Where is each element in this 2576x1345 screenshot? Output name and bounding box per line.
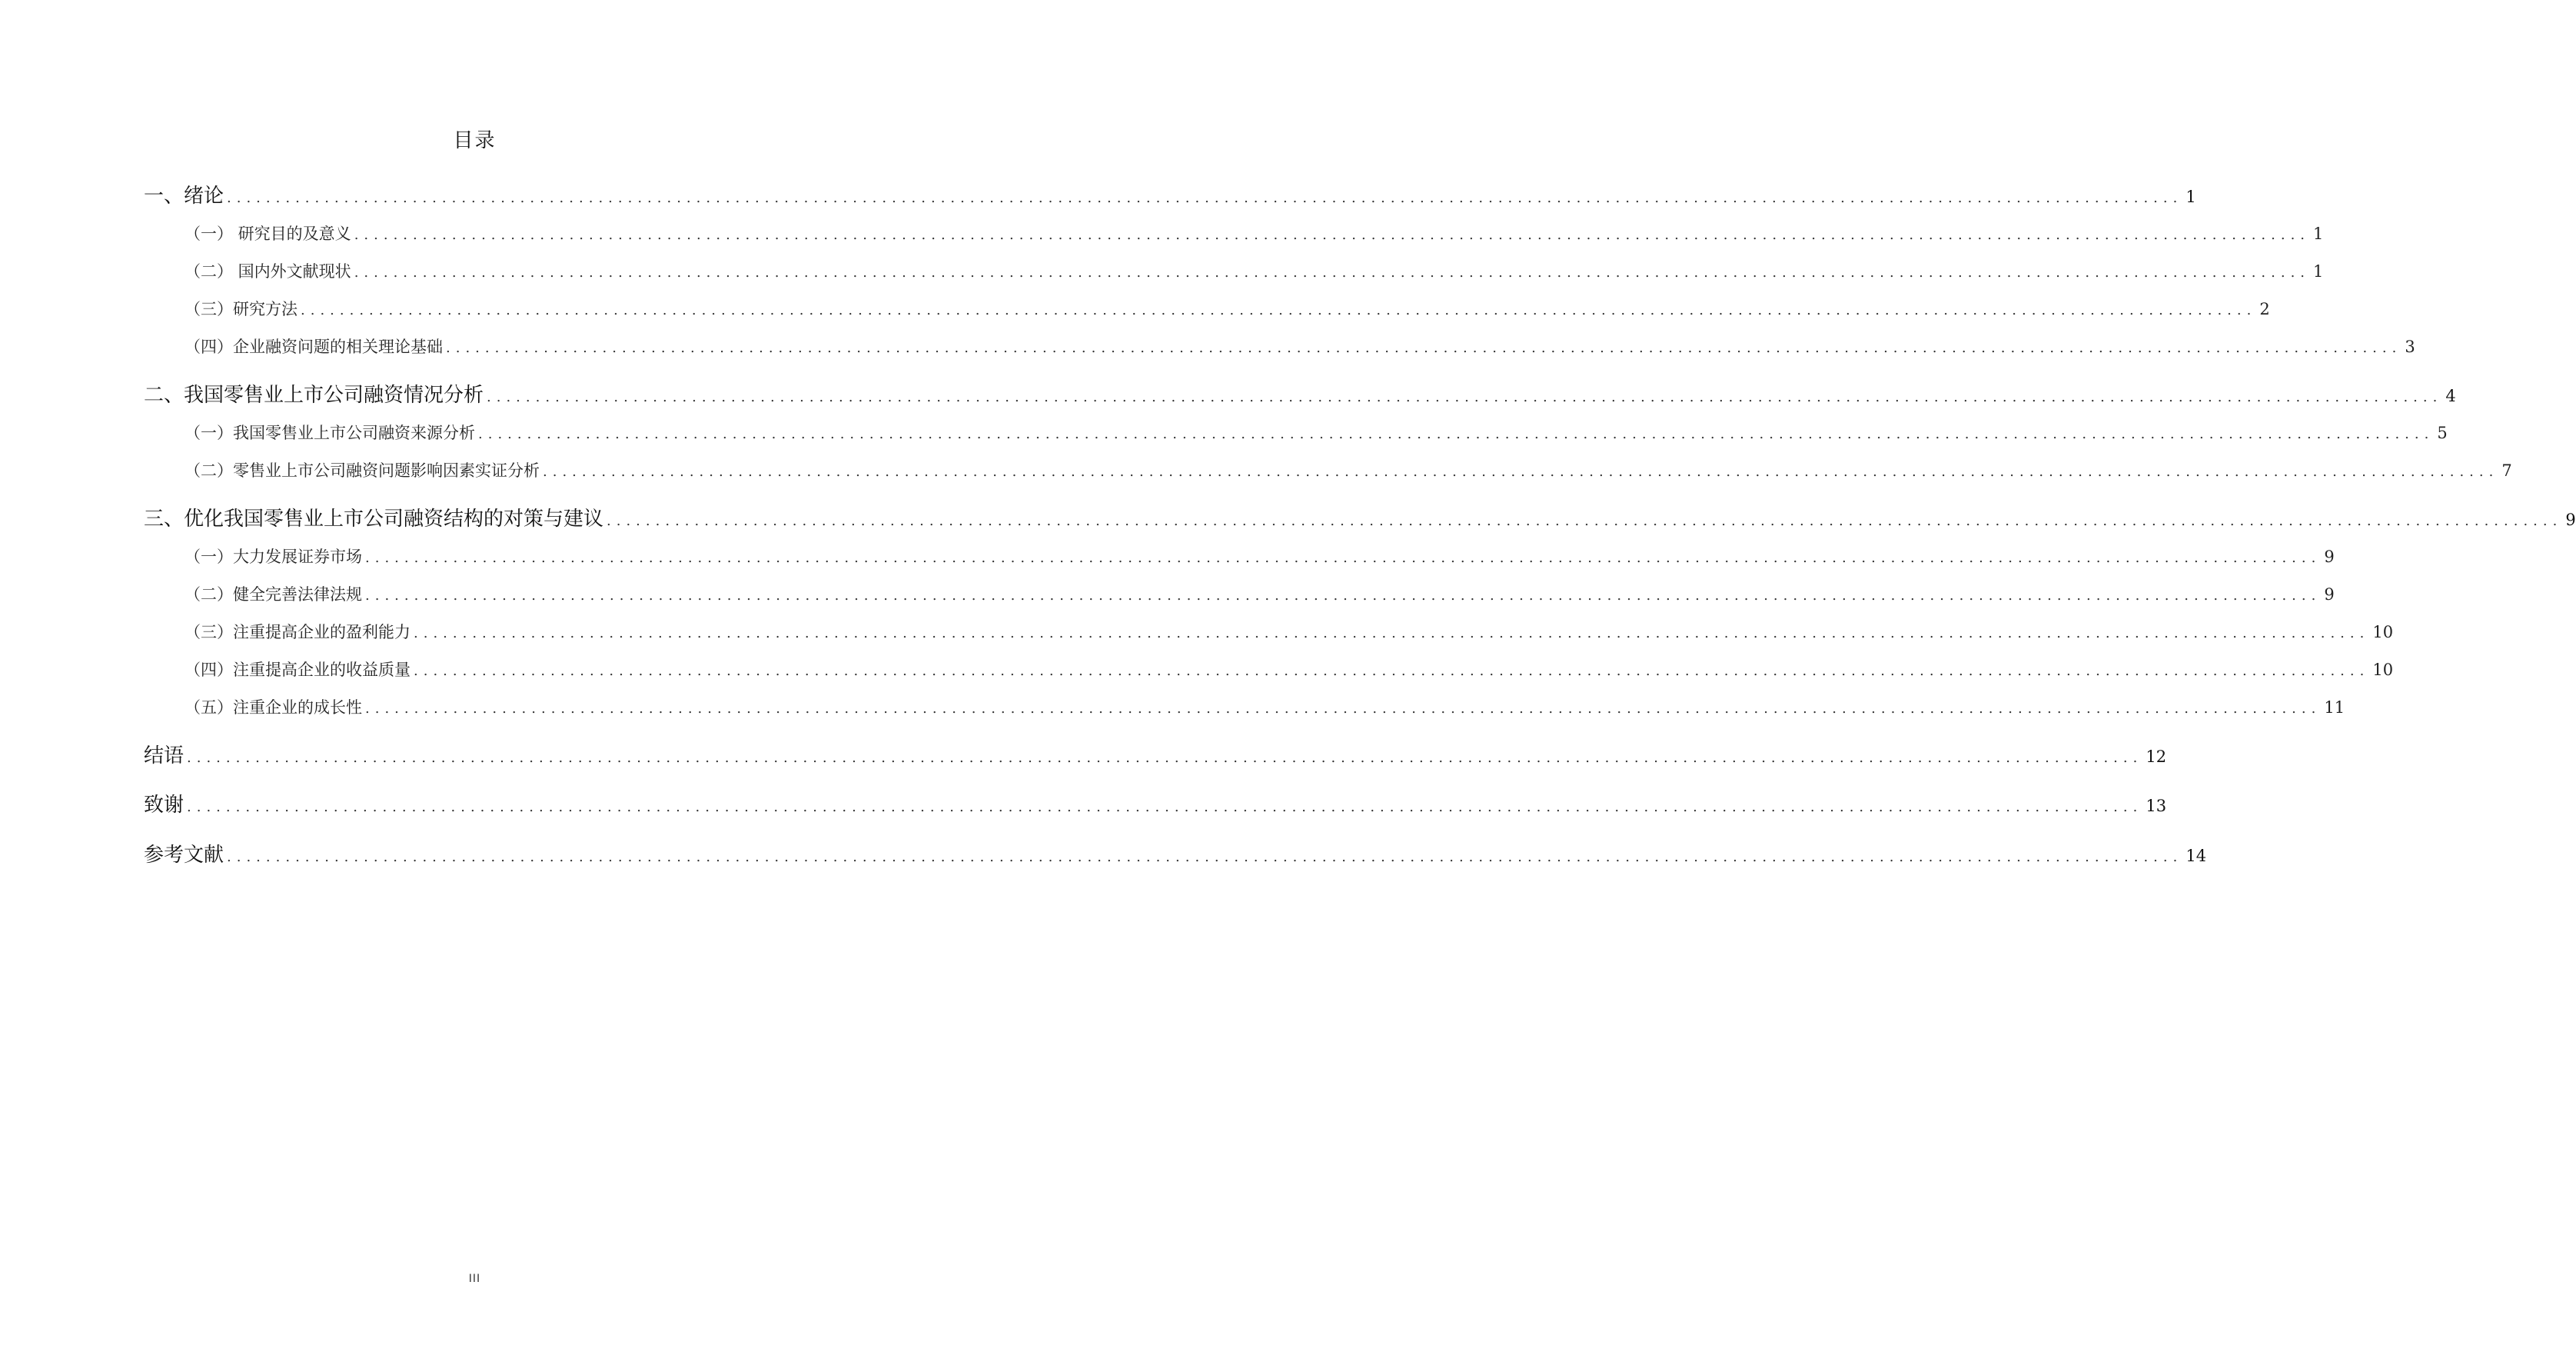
toc-entry[interactable] xyxy=(144,379,2456,408)
toc-entry[interactable] xyxy=(144,789,2167,817)
toc-entry-page-number: 3 xyxy=(2405,338,2415,356)
toc-entry-label: （三）注重提高企业的盈利能力 xyxy=(184,623,410,641)
toc-entry-label: 致谢 xyxy=(144,794,184,817)
page-title: 目录 xyxy=(453,129,497,152)
toc-entry-page-number: 1 xyxy=(2313,262,2324,281)
toc-entry[interactable] xyxy=(144,503,2576,531)
dot-leader: ........................................................................................................................................................................................................ xyxy=(227,190,2183,206)
dot-leader: ........................................................................................................................................................................................................ xyxy=(365,701,2322,717)
toc-entry-page-number: 1 xyxy=(2185,188,2196,206)
toc-entry[interactable] xyxy=(184,297,2270,320)
dot-leader: ........................................................................................................................................................................................................ xyxy=(187,750,2143,766)
dot-leader: ........................................................................................................................................................................................................ xyxy=(446,340,2402,356)
toc-entry-page-number: 4 xyxy=(2445,387,2456,405)
page-number: III xyxy=(468,1273,481,1285)
toc-entry-page-number: 13 xyxy=(2146,797,2167,815)
toc-entry-label: 二、我国零售业上市公司融资情况分析 xyxy=(144,384,484,407)
toc-entry-page-number: 12 xyxy=(2146,747,2167,766)
toc-entry-page-number: 2 xyxy=(2259,300,2270,318)
toc-entry-page-number: 10 xyxy=(2372,661,2394,679)
dot-leader: ........................................................................................................................................................................................................ xyxy=(414,625,2370,641)
toc-entry-label: （五）注重企业的成长性 xyxy=(184,698,362,717)
toc-entry-label: （二）健全完善法律法规 xyxy=(184,585,362,604)
toc-entry-label: （四）注重提高企业的收益质量 xyxy=(184,661,410,679)
toc-entry[interactable] xyxy=(144,180,2196,208)
toc-entry[interactable] xyxy=(184,259,2324,282)
toc-entry-page-number: 14 xyxy=(2185,847,2207,865)
dot-leader: ........................................................................................................................................................................................................ xyxy=(227,849,2183,865)
toc-entry-page-number: 9 xyxy=(2565,511,2576,529)
dot-leader: ........................................................................................................................................................................................................ xyxy=(187,799,2143,815)
toc-entry[interactable] xyxy=(184,582,2335,605)
toc-entry-label: （二）零售业上市公司融资问题影响因素实证分析 xyxy=(184,461,540,480)
toc-entry-label: （一）我国零售业上市公司融资来源分析 xyxy=(184,424,475,442)
toc-entry-page-number: 1 xyxy=(2313,225,2324,243)
toc-entry-label: 参考文献 xyxy=(144,844,224,867)
toc-entry-page-number: 5 xyxy=(2437,424,2448,442)
dot-leader: ........................................................................................................................................................................................................ xyxy=(354,227,2311,243)
toc-entry[interactable] xyxy=(184,544,2335,568)
toc-entry[interactable] xyxy=(184,458,2512,481)
toc-entry[interactable] xyxy=(184,221,2324,245)
toc-entry-label: （一）大力发展证券市场 xyxy=(184,548,362,566)
toc-entry-page-number: 11 xyxy=(2324,698,2345,717)
dot-leader: ........................................................................................................................................................................................................ xyxy=(607,513,2563,529)
dot-leader: ........................................................................................................................................................................................................ xyxy=(478,426,2435,442)
dot-leader: ........................................................................................................................................................................................................ xyxy=(487,389,2443,405)
toc-entry-label: 三、优化我国零售业上市公司融资结构的对策与建议 xyxy=(144,508,604,531)
dot-leader: ........................................................................................................................................................................................................ xyxy=(354,265,2311,281)
toc-entry-label: （一） 研究目的及意义 xyxy=(184,225,351,243)
toc-entry[interactable] xyxy=(184,658,2394,681)
toc-entry-page-number: 7 xyxy=(2501,461,2512,480)
toc-entry[interactable] xyxy=(144,740,2167,768)
toc-entry-label: （三）研究方法 xyxy=(184,300,297,318)
toc-entry-label: （四）企业融资问题的相关理论基础 xyxy=(184,338,443,356)
toc-entry[interactable] xyxy=(184,335,2415,358)
dot-leader: ........................................................................................................................................................................................................ xyxy=(365,550,2322,566)
toc-entry-label: 结语 xyxy=(144,744,184,767)
toc-entry-label: （二） 国内外文献现状 xyxy=(184,262,351,281)
toc-entry[interactable] xyxy=(144,839,2207,867)
dot-leader: ........................................................................................................................................................................................................ xyxy=(543,464,2499,480)
toc-entry-page-number: 9 xyxy=(2324,585,2335,604)
dot-leader: ........................................................................................................................................................................................................ xyxy=(365,588,2322,604)
toc-entry-label: 一、绪论 xyxy=(144,185,224,208)
dot-leader: ........................................................................................................................................................................................................ xyxy=(301,302,2257,318)
toc-entry-page-number: 10 xyxy=(2372,623,2394,641)
dot-leader: ........................................................................................................................................................................................................ xyxy=(414,663,2370,679)
toc-entry-page-number: 9 xyxy=(2324,548,2335,566)
toc-entry[interactable] xyxy=(184,695,2345,718)
toc-entry[interactable] xyxy=(184,620,2394,643)
toc-entry[interactable] xyxy=(184,421,2448,444)
